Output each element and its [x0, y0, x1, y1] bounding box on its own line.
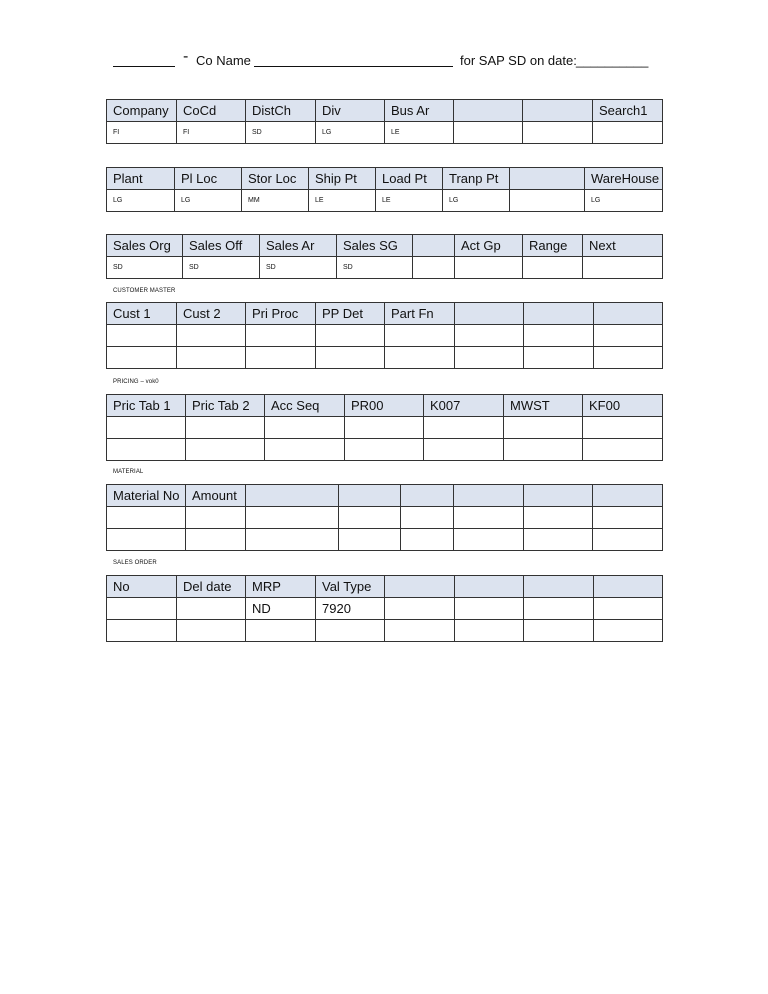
column-header: Plant [107, 168, 175, 190]
table-cell[interactable] [524, 347, 594, 369]
column-header [524, 485, 593, 507]
column-header: No [107, 576, 177, 598]
table-cell[interactable]: SD [107, 257, 183, 279]
column-header [594, 303, 663, 325]
table-cell[interactable]: LG [585, 190, 663, 212]
column-header [455, 576, 524, 598]
table-cell[interactable] [265, 417, 345, 439]
table-cell[interactable]: FI [107, 122, 177, 144]
table-header-row [107, 235, 663, 257]
form-header [113, 50, 673, 72]
table-cell[interactable] [424, 417, 504, 439]
column-header [385, 576, 455, 598]
table-cell[interactable]: MM [242, 190, 309, 212]
plant-table [106, 167, 663, 212]
table-cell[interactable] [177, 325, 246, 347]
table-header-row [107, 576, 663, 598]
column-header: Cust 1 [107, 303, 177, 325]
table-cell[interactable] [177, 347, 246, 369]
column-header: Amount [186, 485, 246, 507]
table-row [107, 439, 663, 461]
column-header: Pl Loc [175, 168, 242, 190]
table-row [107, 257, 663, 279]
table-cell[interactable] [339, 507, 401, 529]
table-cell[interactable] [107, 507, 186, 529]
column-header [454, 100, 523, 122]
column-header: MWST [504, 395, 583, 417]
co-name-blank [254, 52, 453, 67]
table-cell[interactable] [455, 257, 523, 279]
table-cell[interactable]: LE [376, 190, 443, 212]
table-cell[interactable] [524, 507, 593, 529]
table-cell[interactable] [583, 417, 663, 439]
table-row [107, 190, 663, 212]
table-cell[interactable] [455, 325, 524, 347]
column-header: Company [107, 100, 177, 122]
material-table [106, 484, 663, 551]
table-cell[interactable] [177, 598, 246, 620]
table-cell[interactable] [583, 257, 663, 279]
table-cell[interactable] [593, 507, 663, 529]
column-header: Next [583, 235, 663, 257]
table-cell[interactable]: LG [175, 190, 242, 212]
sales-table [106, 234, 663, 279]
pricing-label: PRICING – vok0 [113, 379, 159, 385]
column-header: Sales Off [183, 235, 260, 257]
table-cell[interactable] [454, 122, 523, 144]
table-cell[interactable] [339, 529, 401, 551]
table-row [107, 620, 663, 642]
column-header [594, 576, 663, 598]
column-header [401, 485, 454, 507]
table-cell[interactable] [594, 325, 663, 347]
column-header [510, 168, 585, 190]
column-header: Tranp Pt [443, 168, 510, 190]
table-cell[interactable] [594, 347, 663, 369]
table-cell[interactable] [524, 620, 594, 642]
table-cell[interactable] [385, 325, 455, 347]
column-header: Stor Loc [242, 168, 309, 190]
table-cell[interactable] [107, 620, 177, 642]
column-header: Range [523, 235, 583, 257]
table-cell[interactable] [107, 439, 186, 461]
number-blank [113, 52, 175, 67]
table-cell[interactable] [523, 122, 593, 144]
table-cell[interactable] [455, 620, 524, 642]
table-cell[interactable] [186, 507, 246, 529]
table-cell[interactable] [455, 598, 524, 620]
table-cell[interactable]: SD [183, 257, 260, 279]
table-row [107, 325, 663, 347]
table-cell[interactable]: LG [107, 190, 175, 212]
table-cell[interactable] [107, 325, 177, 347]
column-header [524, 303, 594, 325]
column-header [454, 485, 524, 507]
column-header: WareHouse [585, 168, 663, 190]
column-header: MRP [246, 576, 316, 598]
table-row [107, 507, 663, 529]
table-cell[interactable]: FI [177, 122, 246, 144]
table-cell[interactable]: SD [337, 257, 413, 279]
table-cell[interactable] [524, 529, 593, 551]
table-cell[interactable] [316, 325, 385, 347]
column-header: Val Type [316, 576, 385, 598]
table-cell[interactable] [424, 439, 504, 461]
table-cell[interactable] [504, 439, 583, 461]
column-header: Bus Ar [385, 100, 454, 122]
table-row [107, 122, 663, 144]
column-header [413, 235, 455, 257]
table-cell[interactable] [504, 417, 583, 439]
sales-order-label: SALES ORDER [113, 560, 157, 566]
table-cell[interactable] [401, 529, 454, 551]
material-label: MATERIAL [113, 469, 144, 475]
customer-master-label: CUSTOMER MASTER [113, 288, 176, 294]
column-header: DistCh [246, 100, 316, 122]
sales-order-table [106, 575, 663, 642]
column-header: Sales SG [337, 235, 413, 257]
date-blank: __________ [576, 53, 649, 68]
table-cell[interactable] [385, 347, 455, 369]
column-header: K007 [424, 395, 504, 417]
table-cell[interactable] [246, 507, 339, 529]
customer-master-table [106, 302, 663, 369]
table-cell[interactable] [385, 598, 455, 620]
column-header: Cust 2 [177, 303, 246, 325]
column-header: Search1 [593, 100, 663, 122]
column-header: KF00 [583, 395, 663, 417]
table-cell[interactable] [186, 529, 246, 551]
table-cell[interactable] [107, 598, 177, 620]
column-header: CoCd [177, 100, 246, 122]
pricing-table [106, 394, 663, 461]
table-header-row [107, 303, 663, 325]
column-header: Pri Proc [246, 303, 316, 325]
column-header: Sales Ar [260, 235, 337, 257]
table-cell[interactable] [246, 347, 316, 369]
table-cell[interactable]: 7920 [316, 598, 385, 620]
table-cell[interactable] [454, 529, 524, 551]
table-cell[interactable]: SD [246, 122, 316, 144]
table-header-row [107, 100, 663, 122]
column-header [339, 485, 401, 507]
table-cell[interactable] [524, 325, 594, 347]
table-cell[interactable] [186, 417, 265, 439]
column-header [593, 485, 663, 507]
table-row [107, 417, 663, 439]
table-cell[interactable] [510, 190, 585, 212]
table-cell[interactable]: LE [385, 122, 454, 144]
table-cell[interactable] [177, 620, 246, 642]
sap-sd-label: for SAP SD on date: [460, 53, 577, 68]
table-cell[interactable] [246, 620, 316, 642]
co-name-label: Co Name [196, 53, 251, 68]
table-cell[interactable] [524, 598, 594, 620]
table-cell[interactable] [454, 507, 524, 529]
table-cell[interactable] [455, 347, 524, 369]
table-header-row [107, 168, 663, 190]
table-cell[interactable] [316, 347, 385, 369]
table-row [107, 347, 663, 369]
column-header: Del date [177, 576, 246, 598]
column-header: Div [316, 100, 385, 122]
table-row [107, 598, 663, 620]
column-header [455, 303, 524, 325]
table-cell[interactable]: LG [316, 122, 385, 144]
table-cell[interactable] [345, 439, 424, 461]
column-header: Part Fn [385, 303, 455, 325]
column-header: Load Pt [376, 168, 443, 190]
column-header: Acc Seq [265, 395, 345, 417]
table-cell[interactable]: ND [246, 598, 316, 620]
table-cell[interactable] [265, 439, 345, 461]
table-cell[interactable] [413, 257, 455, 279]
table-cell[interactable] [316, 620, 385, 642]
column-header: Pric Tab 1 [107, 395, 186, 417]
column-header: Act Gp [455, 235, 523, 257]
table-cell[interactable] [345, 417, 424, 439]
column-header: Ship Pt [309, 168, 376, 190]
org-table [106, 99, 663, 144]
table-cell[interactable]: LG [443, 190, 510, 212]
table-header-row [107, 395, 663, 417]
table-cell[interactable] [246, 529, 339, 551]
table-cell[interactable]: SD [260, 257, 337, 279]
table-cell[interactable] [594, 620, 663, 642]
table-cell[interactable] [385, 620, 455, 642]
table-header-row [107, 485, 663, 507]
table-cell[interactable] [186, 439, 265, 461]
table-cell[interactable]: LE [309, 190, 376, 212]
table-cell[interactable] [594, 598, 663, 620]
table-cell[interactable] [107, 347, 177, 369]
table-cell[interactable] [401, 507, 454, 529]
table-cell[interactable] [583, 439, 663, 461]
column-header: Material No [107, 485, 186, 507]
table-cell[interactable] [107, 529, 186, 551]
column-header [524, 576, 594, 598]
column-header: Sales Org [107, 235, 183, 257]
table-cell[interactable] [593, 122, 663, 144]
column-header [246, 485, 339, 507]
header-dash: - [183, 48, 189, 65]
column-header: Pric Tab 2 [186, 395, 265, 417]
table-cell[interactable] [593, 529, 663, 551]
table-cell[interactable] [107, 417, 186, 439]
column-header [523, 100, 593, 122]
table-cell[interactable] [523, 257, 583, 279]
column-header: PP Det [316, 303, 385, 325]
table-cell[interactable] [246, 325, 316, 347]
column-header: PR00 [345, 395, 424, 417]
table-row [107, 529, 663, 551]
